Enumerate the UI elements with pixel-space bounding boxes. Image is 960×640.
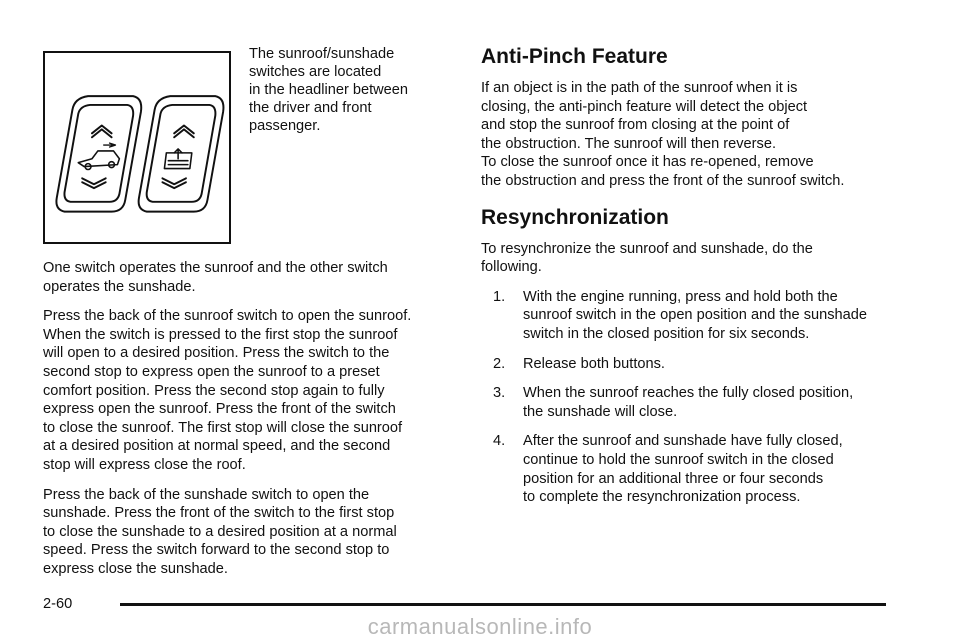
list-item: 4. After the sunroof and sunshade have fully closed, continue to hold the sunroof switch in the closed position for an additional three or four seconds to complete the resynchronization process. — [493, 433, 843, 506]
watermark: carmanualsonline.info — [367, 614, 593, 639]
list-item: 2. Release both buttons. — [493, 355, 665, 372]
sunroof-switch-graphic — [56, 96, 141, 211]
caption-line: the driver and front — [249, 100, 372, 116]
switch-illustration — [43, 51, 231, 244]
figure-caption — [249, 45, 449, 135]
caption-line: in the headliner between — [249, 82, 409, 98]
sunshade-icon — [164, 149, 191, 169]
heading-anti-pinch: Anti-Pinch Feature — [481, 45, 668, 68]
chevron-up-icon — [92, 125, 112, 137]
paragraph-sunroof-operation: Press the back of the sunroof switch to open the sunroof. When the switch is pressed to the first stop the sunroof will open to a desired position. Press the switch to the second stop to express open the sunroof to a preset comfort position. Press the second stop again to fully express open the sunroof. Press the front of the switch to close the sunroof. The first stop will close the sunroof at a desired position at normal speed, and the second stop will express close the roof. — [43, 308, 412, 473]
resync-steps-list — [481, 288, 901, 507]
chevron-down-icon — [82, 178, 105, 188]
sunroof-car-icon — [78, 143, 119, 169]
list-item: 3. When the sunroof reaches the fully closed position, the sunshade will close. — [493, 385, 854, 420]
caption-line: The sunroof/sunshade — [249, 46, 395, 62]
heading-resynchronization: Resynchronization — [481, 205, 669, 229]
caption-line: switches are located — [249, 64, 382, 80]
chevron-up-icon — [174, 125, 194, 137]
footer-rule — [120, 603, 886, 606]
chevron-down-icon — [162, 178, 185, 188]
paragraph-resync-intro: To resynchronize the sunroof and sunshade, do the following. — [481, 240, 813, 276]
paragraph-anti-pinch: If an object is in the path of the sunroof when it is closing, the anti-pinch feature will detect the object and stop the sunroof from closing at the point of the obstruction. The sunroof will then reverse. To close the sunroof once it has re-opened, remove the obstruction and press the front of the sunroof switch. — [481, 80, 845, 189]
paragraph-sunshade-operation: Press the back of the sunshade switch to open the sunshade. Press the front of the switch to the first stop to close the sunshade to a desired position at a normal speed. Press the switch forward to the second stop to express close the sunshade. — [43, 486, 397, 577]
sunshade-switch-graphic — [139, 96, 224, 211]
paragraph-switch-overview: One switch operates the sunroof and the other switch operates the sunshade. — [43, 260, 388, 295]
list-item: 1. With the engine running, press and hold both the sunroof switch in the open position and the sunshade switch in the closed position for six seconds. — [493, 288, 868, 342]
left-column — [43, 259, 448, 590]
caption-line: passenger. — [249, 118, 321, 134]
right-column — [481, 44, 901, 518]
page-number: 2-60 — [43, 596, 73, 612]
